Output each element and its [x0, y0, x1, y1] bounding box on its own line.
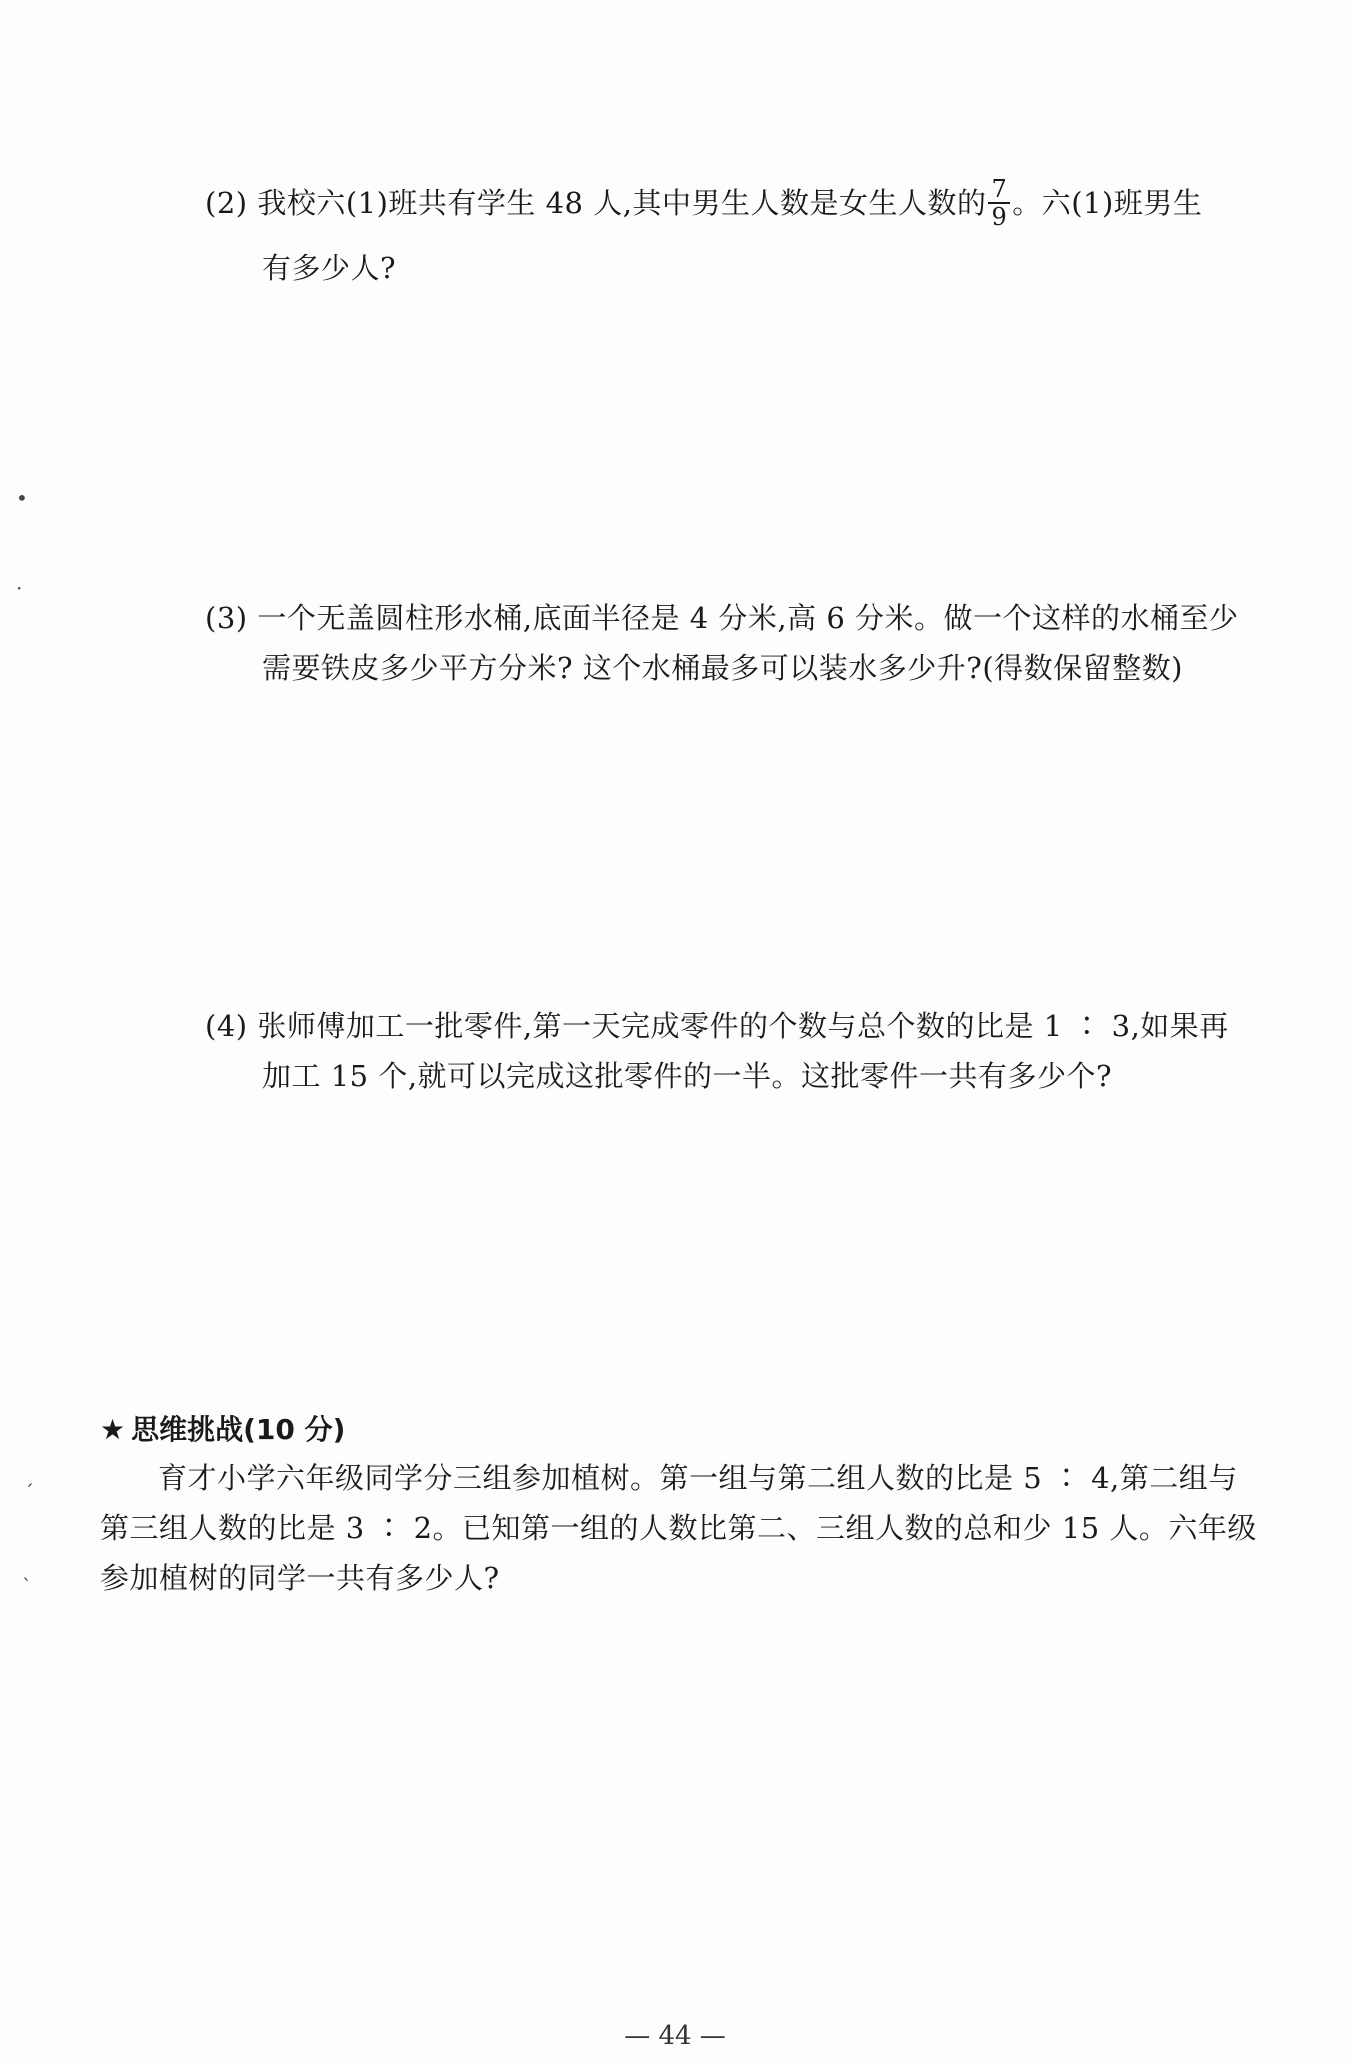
- scan-dot-mark: •: [16, 486, 28, 510]
- q4-line-1: [205, 1006, 1229, 1046]
- q2-text-before-fraction: 我校六(1)班共有学生 48 人,其中男生人数是女生人数的: [257, 186, 987, 220]
- q2-fraction-denominator: 9: [991, 203, 1008, 231]
- scan-tick-mark: ˋ: [22, 1574, 32, 1598]
- page-number: — 44 —: [624, 2021, 726, 2051]
- challenge-title: 思维挑战(10 分): [131, 1413, 346, 1446]
- challenge-line-1: 育才小学六年级同学分三组参加植树。第一组与第二组人数的比是 5 ∶ 4,第二组与: [158, 1461, 1238, 1495]
- q3-text-line-1: 一个无盖圆柱形水桶,底面半径是 4 分米,高 6 分米。做一个这样的水桶至少: [257, 601, 1239, 635]
- q4-number: (4): [205, 1009, 248, 1043]
- q4-line-2: 加工 15 个,就可以完成这批零件的一半。这批零件一共有多少个?: [262, 1059, 1113, 1093]
- q2-number: (2): [205, 186, 248, 220]
- q2-text-after-fraction: 。六(1)班男生: [1012, 186, 1203, 220]
- q3-line-2: 需要铁皮多少平方分米? 这个水桶最多可以装水多少升?(得数保留整数): [262, 651, 1183, 685]
- challenge-line-2: 第三组人数的比是 3 ∶ 2。已知第一组的人数比第二、三组人数的总和少 15 人。六年级: [100, 1511, 1257, 1545]
- scan-dot-mark: ·: [16, 576, 23, 600]
- q2-line-2: 有多少人?: [262, 251, 397, 285]
- q2-line-1: [205, 175, 1203, 232]
- q4-text-line-1: 张师傅加工一批零件,第一天完成零件的个数与总个数的比是 1 ∶ 3,如果再: [257, 1009, 1229, 1043]
- challenge-line-3: 参加植树的同学一共有多少人?: [100, 1561, 500, 1595]
- scan-tick-mark: ˊ: [24, 1480, 34, 1504]
- challenge-heading: [100, 1410, 345, 1450]
- q3-line-1: [205, 598, 1239, 638]
- q3-number: (3): [205, 601, 248, 635]
- q2-fraction: [988, 176, 1010, 230]
- q2-fraction-numerator: 7: [988, 176, 1010, 204]
- star-icon: ★: [100, 1413, 126, 1446]
